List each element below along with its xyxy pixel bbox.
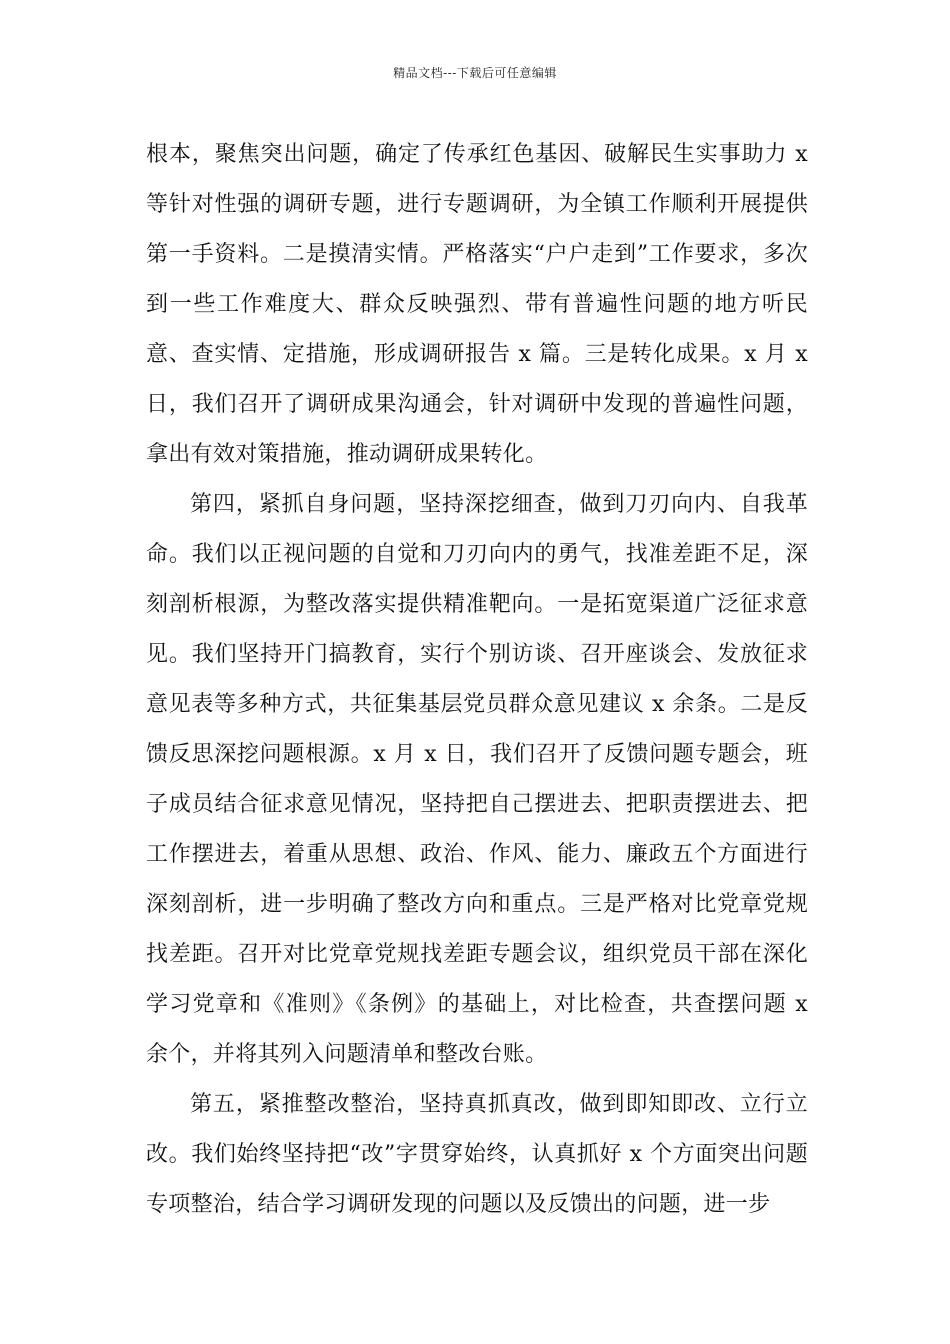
page-header: 精品文档---下载后可任意编辑	[393, 66, 557, 80]
paragraph-fourth: 第四，紧抓自身问题，坚持深挖细查，做到刀刃向内、自我革命。我们以正视问题的自觉和刀刃向内的勇气，找准差距不足，深刻剖析根源，为整改落实提供精准靶向。一是拓宽渠道广泛征求意见。我们坚持开门搞教育，实行个别访谈、召开座谈会、发放征求意见表等多种方式，共征集基层党员群众意见建议 x 余条。二是反馈反思深挖问题根源。x 月 x 日，我们召开了反馈问题专题会，班子成员结合征求意见情况，坚持把自己摆进去、把职责摆进去、把工作摆进去，着重从思想、政治、作风、能力、廉政五个方面进行深刻剖析，进一步明确了整改方向和重点。三是严格对比党章党规找差距。召开对比党章党规找差距专题会议，组织党员干部在深化学习党章和《准则》《条例》的基础上，对比检查，共查摆问题 x 余个，并将其列入问题清单和整改台账。	[146, 492, 808, 1067]
paragraph-fifth: 第五，紧推整改整治，坚持真抓真改，做到即知即改、立行立改。我们始终坚持把“改”字贯穿始终，认真抓好 x 个方面突出问题专项整治，结合学习调研发现的问题以及反馈出的问题，进一步	[146, 1092, 808, 1217]
document-body	[146, 130, 808, 1230]
paragraph-continuation: 根本，聚焦突出问题，确定了传承红色基因、破解民生实事助力 x 等针对性强的调研专题，进行专题调研，为全镇工作顺利开展提供第一手资料。二是摸清实情。严格落实“户户走到”工作要求，多次到一些工作难度大、群众反映强烈、带有普遍性问题的地方听民意、查实情、定措施，形成调研报告 x 篇。三是转化成果。x 月 x 日，我们召开了调研成果沟通会，针对调研中发现的普遍性问题，拿出有效对策措施，推动调研成果转化。	[146, 142, 808, 467]
